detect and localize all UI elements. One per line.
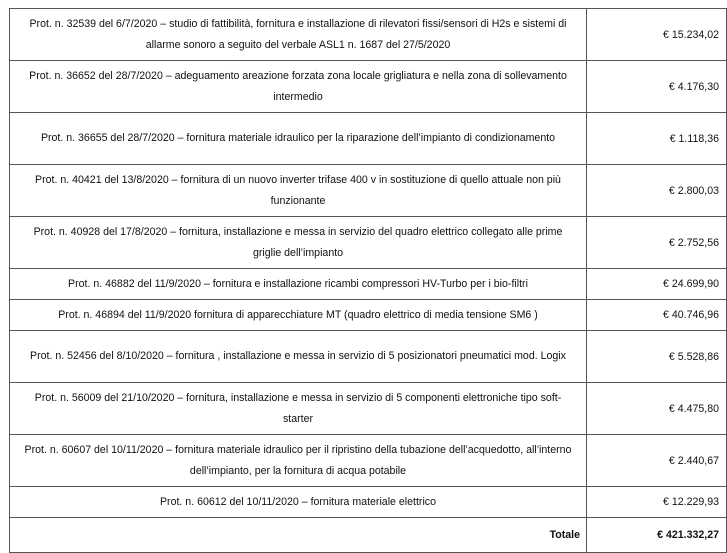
table-row (10, 165, 727, 217)
row-amount: € 12.229,93 (587, 487, 727, 518)
row-description: Prot. n. 46882 del 11/9/2020 – fornitura e installazione ricambi compressori HV-Turbo per i bio-filtri (10, 269, 587, 300)
row-description: Prot. n. 40928 del 17/8/2020 – fornitura, installazione e messa in servizio del quadro elettrico collegato alle prime griglie dell’impianto (10, 217, 587, 269)
total-row (10, 518, 727, 553)
row-description: Prot. n. 40421 del 13/8/2020 – fornitura di un nuovo inverter trifase 400 v in sostituzione di quello attuale non più funzionante (10, 165, 587, 217)
table-row (10, 9, 727, 61)
row-amount: € 4.176,30 (587, 61, 727, 113)
row-description: Prot. n. 60612 del 10/11/2020 – fornitura materiale elettrico (10, 487, 587, 518)
table-row (10, 113, 727, 165)
row-description: Prot. n. 60607 del 10/11/2020 – fornitura materiale idraulico per il ripristino della tubazione dell’acquedotto, all’interno dell’impianto, per la fornitura di acqua potabile (10, 435, 587, 487)
row-amount: € 5.528,86 (587, 331, 727, 383)
row-amount: € 24.699,90 (587, 269, 727, 300)
row-amount: € 4.475,80 (587, 383, 727, 435)
table-row (10, 435, 727, 487)
table-row (10, 269, 727, 300)
expenses-table (9, 8, 727, 553)
row-description: Prot. n. 56009 del 21/10/2020 – fornitura, installazione e messa in servizio di 5 componenti elettroniche tipo soft-starter (10, 383, 587, 435)
row-amount: € 2.440,67 (587, 435, 727, 487)
table-row (10, 487, 727, 518)
table-row (10, 300, 727, 331)
row-amount: € 2.752,56 (587, 217, 727, 269)
table-row (10, 61, 727, 113)
row-description: Prot. n. 52456 del 8/10/2020 – fornitura , installazione e messa in servizio di 5 posizionatori pneumatici mod. Logix (10, 331, 587, 383)
row-description: Prot. n. 46894 del 11/9/2020 fornitura di apparecchiature MT (quadro elettrico di media tensione SM6 ) (10, 300, 587, 331)
table-row (10, 331, 727, 383)
row-amount: € 40.746,96 (587, 300, 727, 331)
table-row (10, 383, 727, 435)
row-description: Prot. n. 36655 del 28/7/2020 – fornitura materiale idraulico per la riparazione dell’impianto di condizionamento (10, 113, 587, 165)
table-row (10, 217, 727, 269)
row-description: Prot. n. 36652 del 28/7/2020 – adeguamento areazione forzata zona locale grigliatura e nella zona di sollevamento intermedio (10, 61, 587, 113)
total-label: Totale (10, 518, 587, 553)
document-table-container (9, 8, 719, 553)
total-amount: € 421.332,27 (587, 518, 727, 553)
row-description: Prot. n. 32539 del 6/7/2020 – studio di fattibilità, fornitura e installazione di rilevatori fissi/sensori di H2s e sistemi di allarme sonoro a seguito del verbale ASL1 n. 1687 del 27/5/2020 (10, 9, 587, 61)
row-amount: € 2.800,03 (587, 165, 727, 217)
row-amount: € 15.234,02 (587, 9, 727, 61)
row-amount: € 1.118,36 (587, 113, 727, 165)
